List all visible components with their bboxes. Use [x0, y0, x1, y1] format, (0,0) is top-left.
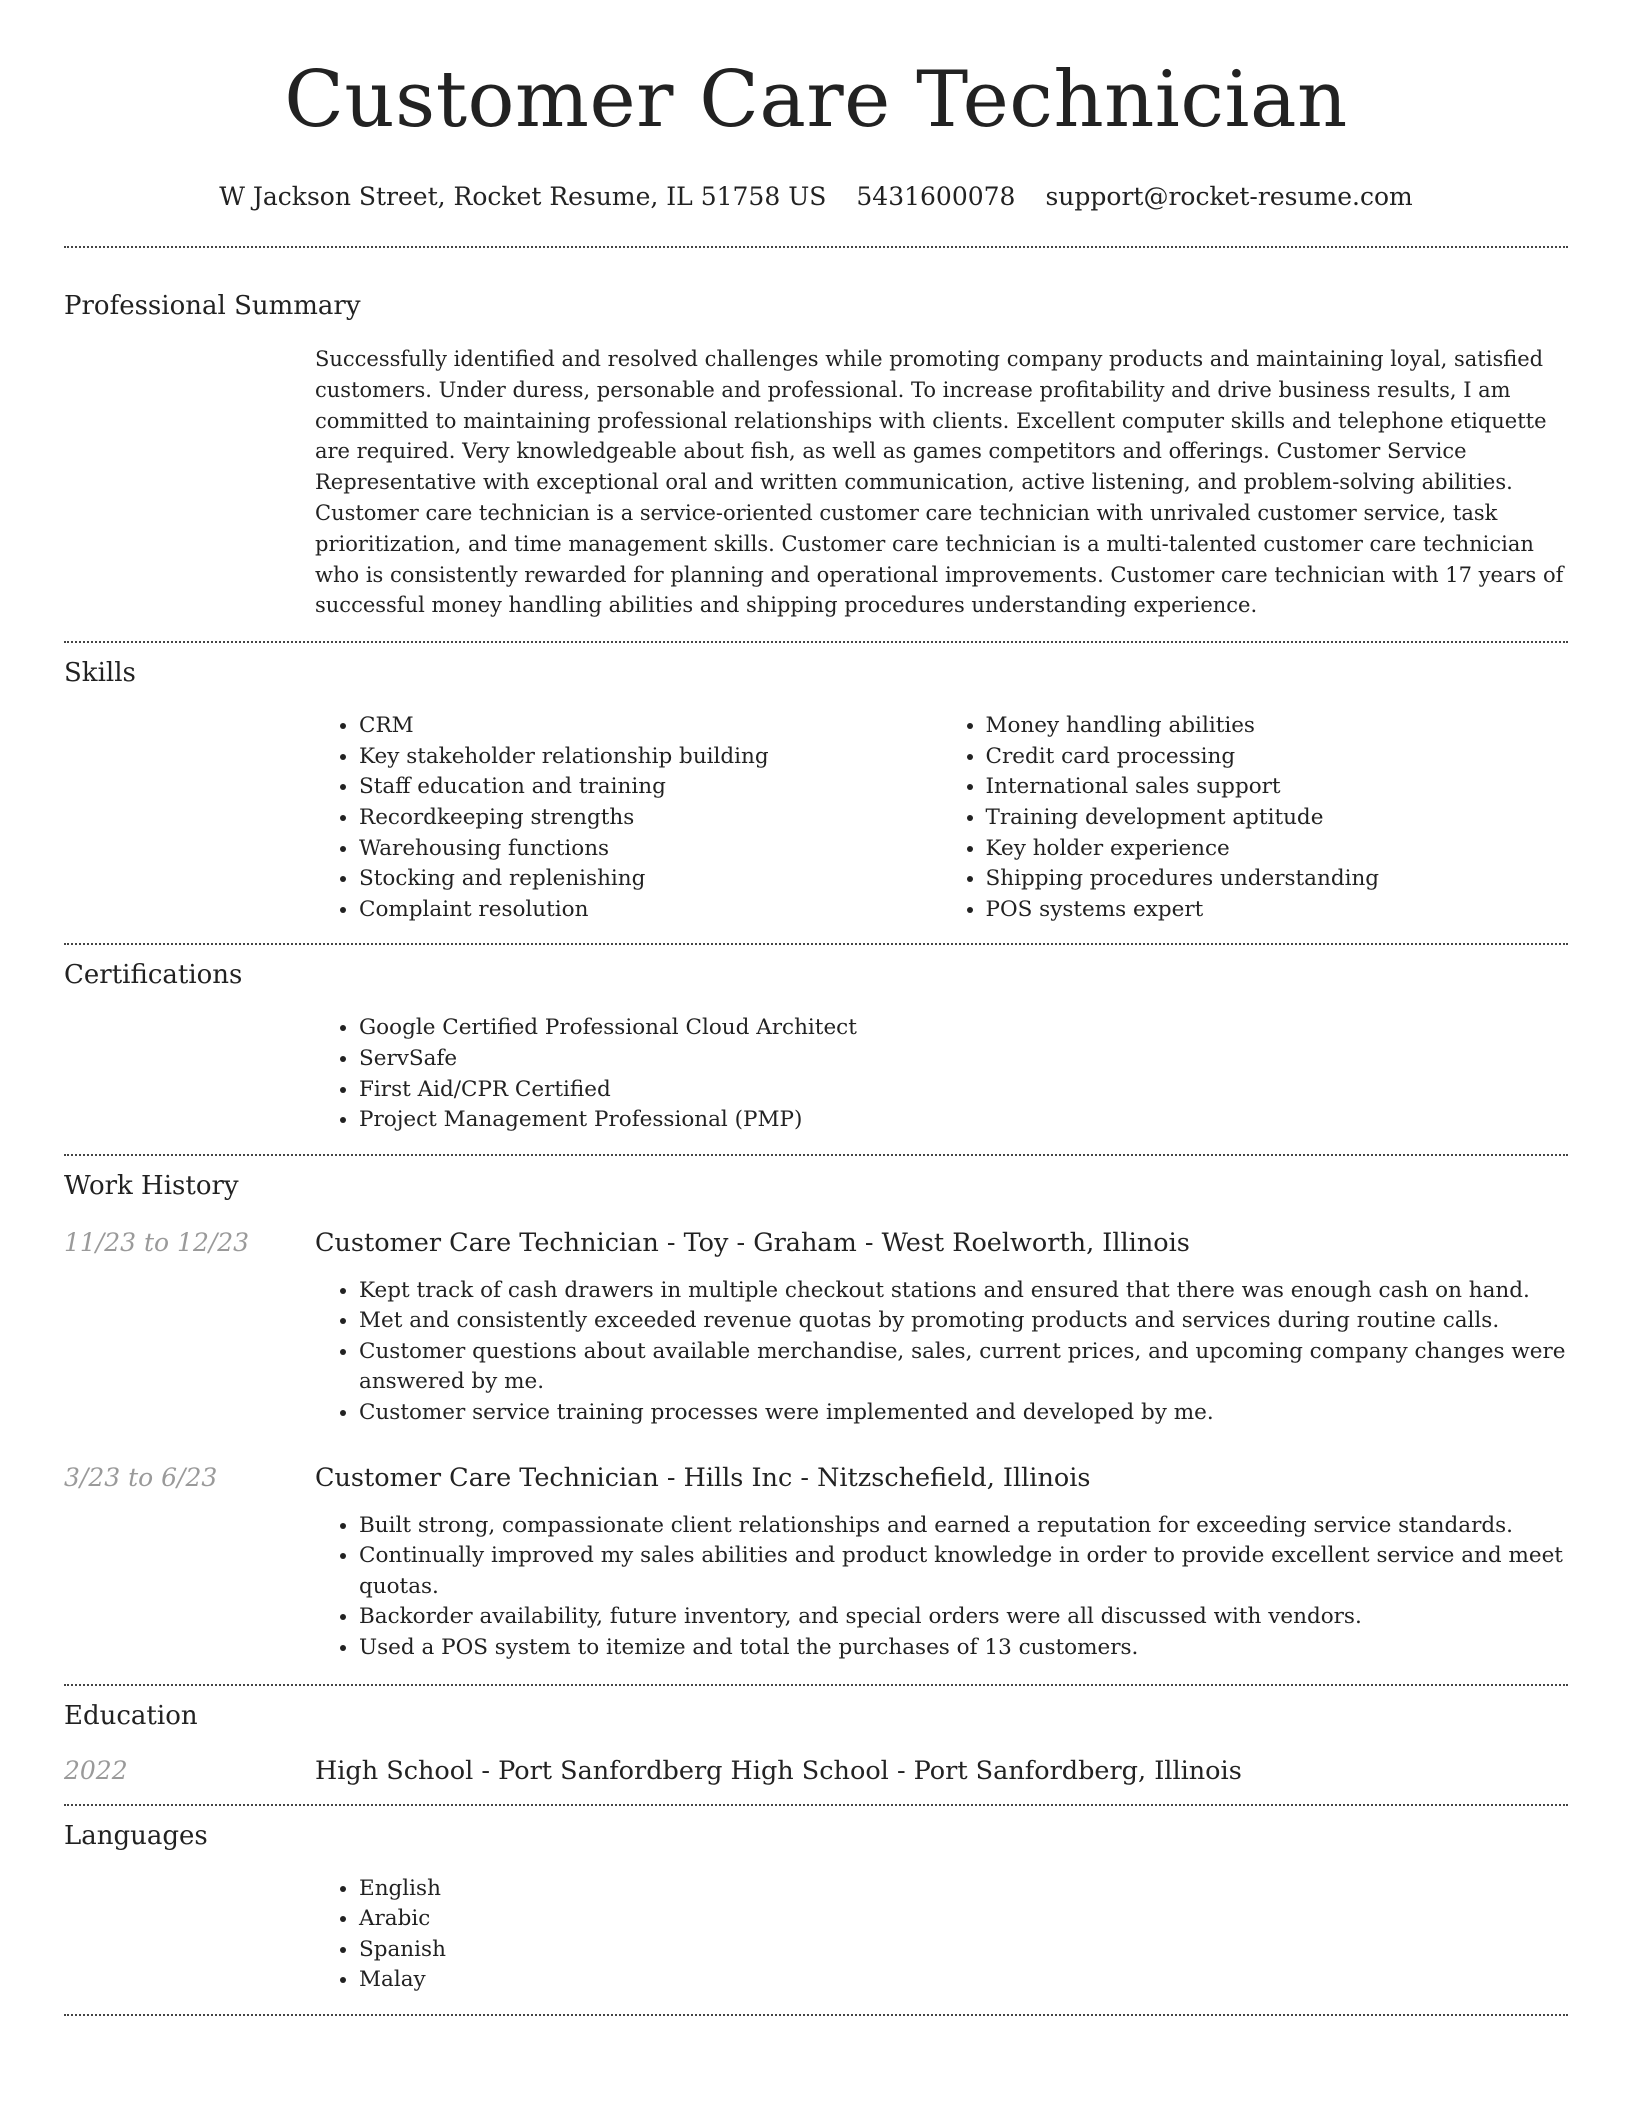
job-bullet: • Used a POS system to itemize and total the purchases of 13 customers.	[359, 1633, 1568, 1664]
job-title: Customer Care Technician - Toy - Graham - West Roelworth, Illinois	[315, 1227, 1190, 1258]
education-section	[64, 1686, 1568, 1786]
job-bullet: • Customer questions about available merchandise, sales, current prices, and upcoming company changes were answered by me.	[359, 1337, 1568, 1398]
contact-address: W Jackson Street, Rocket Resume, IL 51758 US	[219, 182, 827, 211]
contact-phone: 5431600078	[856, 182, 1016, 211]
language-item: • Spanish	[359, 1935, 1568, 1966]
skill-item: • International sales support	[986, 772, 1569, 803]
certification-item: • First Aid/CPR Certified	[359, 1075, 1568, 1106]
certifications-section	[64, 945, 1568, 1135]
job-bullet: • Met and consistently exceeded revenue quotas by promoting products and services during routine calls.	[359, 1306, 1568, 1337]
skills-list-left	[315, 711, 942, 925]
section-divider	[64, 2014, 1568, 2016]
skill-item: • Key stakeholder relationship building	[359, 742, 942, 773]
education-entry	[64, 1756, 1568, 1786]
job-title: Customer Care Technician - Hills Inc - Nitzschefield, Illinois	[315, 1462, 1091, 1493]
summary-heading: Professional Summary	[64, 291, 361, 321]
languages-section	[64, 1806, 1568, 1996]
contact-line	[64, 182, 1568, 212]
skill-item: • Stocking and replenishing	[359, 864, 942, 895]
job-bullet: • Customer service training processes were implemented and developed by me.	[359, 1398, 1568, 1429]
summary-section	[64, 248, 1568, 621]
skills-list-right	[942, 711, 1569, 925]
skill-item: • Recordkeeping strengths	[359, 803, 942, 834]
skill-item: • Credit card processing	[986, 742, 1569, 773]
job-entry	[64, 1228, 1568, 1429]
education-year: 2022	[64, 1755, 128, 1785]
skill-item: • Key holder experience	[986, 834, 1569, 865]
work-history-section	[64, 1156, 1568, 1664]
certification-item: • Google Certified Professional Cloud Architect	[359, 1013, 1568, 1044]
skill-item: • Shipping procedures understanding	[986, 864, 1569, 895]
language-item: • Malay	[359, 1965, 1568, 1996]
skill-item: • Money handling abilities	[986, 711, 1569, 742]
job-bullets	[315, 1511, 1568, 1664]
job-dates: 3/23 to 6/23	[64, 1462, 218, 1492]
languages-list	[315, 1874, 1568, 1996]
certifications-list	[315, 1013, 1568, 1135]
skills-heading: Skills	[64, 658, 136, 689]
job-entry	[64, 1463, 1568, 1664]
job-bullets	[315, 1276, 1568, 1429]
work-history-heading: Work History	[64, 1170, 239, 1201]
summary-text: Successfully identified and resolved challenges while promoting company products and maintaining loyal, satisfied customers. Under duress, personable and professional. To increase profitability and drive business results, I am committed to maintaining professional relationships with clients. Excellent computer skills and telephone etiquette are required. Very knowledgeable about fish, as well as games competitors and offerings. Customer Service Representative with exceptional oral and written communication, active listening, and problem-solving abilities. Customer care technician is a service-oriented customer care technician with unrivaled customer service, task prioritization, and time management skills. Customer care technician is a multi-talented customer care technician who is consistently rewarded for planning and operational improvements. Customer care technician with 17 years of successful money handling abilities and shipping procedures understanding experience.	[315, 347, 1564, 618]
skill-item: • Staff education and training	[359, 772, 942, 803]
certification-item: • ServSafe	[359, 1044, 1568, 1075]
certification-item: • Project Management Professional (PMP)	[359, 1105, 1568, 1136]
certifications-heading: Certifications	[64, 960, 243, 991]
education-heading: Education	[64, 1700, 198, 1731]
job-bullet: • Backorder availability, future inventory, and special orders were all discussed with vendors.	[359, 1602, 1568, 1633]
job-bullet: • Continually improved my sales abilities and product knowledge in order to provide excellent service and meet quotas.	[359, 1541, 1568, 1602]
contact-email: support@rocket-resume.com	[1045, 182, 1413, 211]
job-dates: 11/23 to 12/23	[64, 1227, 250, 1257]
skill-item: • Complaint resolution	[359, 895, 942, 926]
skill-item: • Training development aptitude	[986, 803, 1569, 834]
skill-item: • Warehousing functions	[359, 834, 942, 865]
skill-item: • POS systems expert	[986, 895, 1569, 926]
languages-heading: Languages	[64, 1820, 208, 1851]
job-bullet: • Built strong, compassionate client relationships and earned a reputation for exceeding service standards.	[359, 1511, 1568, 1542]
skills-section	[64, 643, 1568, 925]
skill-item: • CRM	[359, 711, 942, 742]
resume-name: Customer Care Technician	[284, 55, 1348, 145]
job-bullet: • Kept track of cash drawers in multiple checkout stations and ensured that there was enough cash on hand.	[359, 1276, 1568, 1307]
education-title: High School - Port Sanfordberg High School - Port Sanfordberg, Illinois	[315, 1755, 1242, 1786]
language-item: • English	[359, 1874, 1568, 1905]
language-item: • Arabic	[359, 1904, 1568, 1935]
